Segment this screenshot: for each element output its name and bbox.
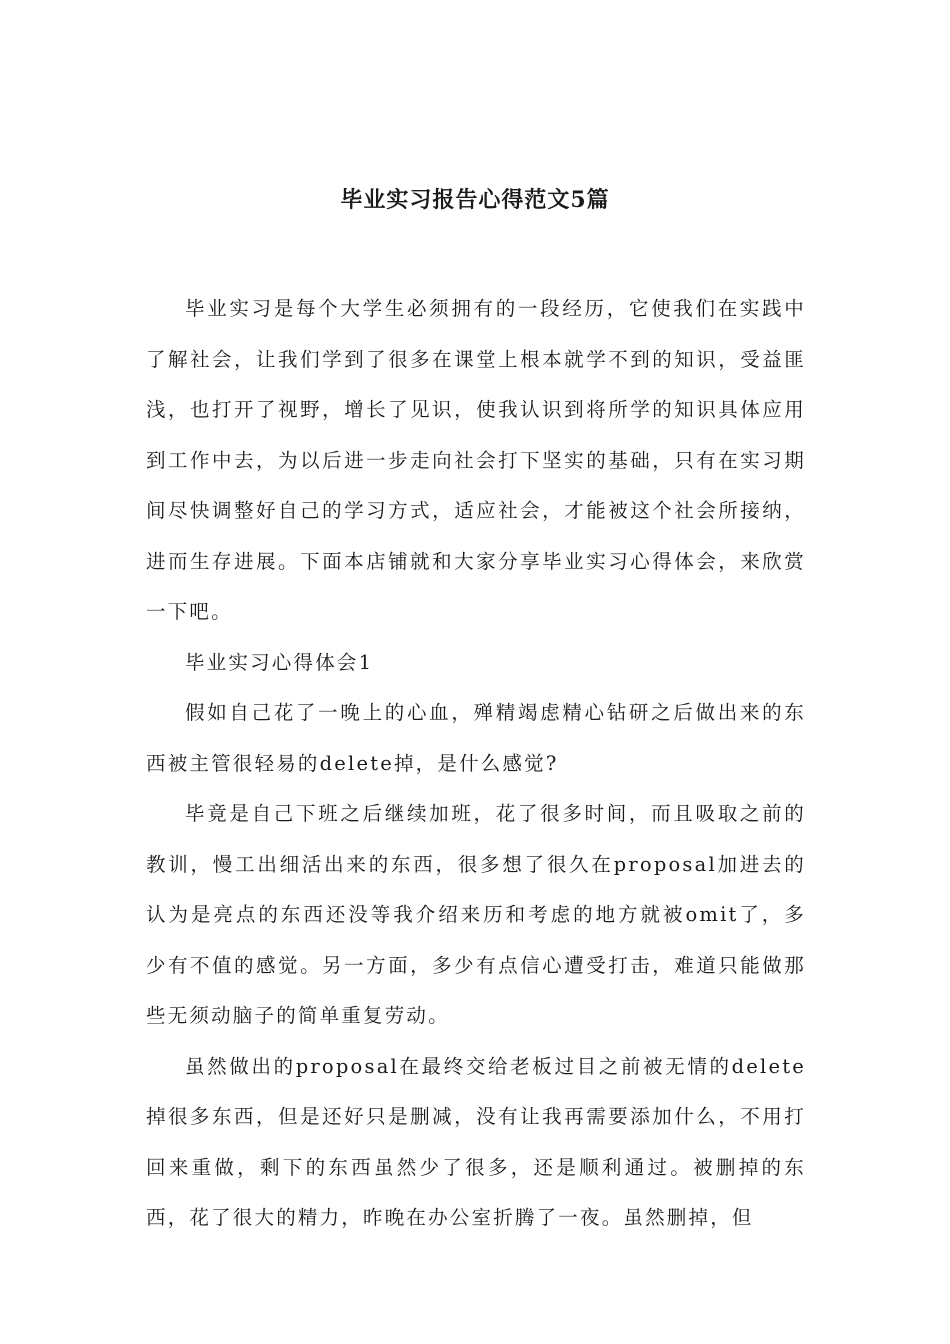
- paragraph: 毕竟是自己下班之后继续加班，花了很多时间，而且吸取之前的教训，慢工出细活出来的东西，很多想了很久在proposal加进去的认为是亮点的东西还没等我介绍来历和考虑的地方就被omit了，多少有不值的感觉。另一方面，多少有点信心遭受打击，难道只能做那些无须动脑子的简单重复劳动。: [146, 802, 806, 1027]
- document-body: [146, 284, 806, 1244]
- document-title: 毕业实习报告心得范文5篇: [340, 187, 610, 213]
- section-heading: 毕业实习心得体会1: [185, 650, 374, 674]
- paragraph: 假如自己花了一晚上的心血，殚精竭虑精心钻研之后做出来的东西被主管很轻易的delete掉，是什么感觉?: [146, 701, 806, 775]
- paragraph: 虽然做出的proposal在最终交给老板过目之前被无情的delete掉很多东西，但是还好只是删减，没有让我再需要添加什么，不用打回来重做，剩下的东西虽然少了很多，还是顺利通过。被删掉的东西，花了很大的精力，昨晚在办公室折腾了一夜。虽然删掉，但: [146, 1054, 806, 1229]
- paragraph-intro: 毕业实习是每个大学生必须拥有的一段经历，它使我们在实践中了解社会，让我们学到了很多在课堂上根本就学不到的知识，受益匪浅，也打开了视野，增长了见识，使我认识到将所学的知识具体应用到工作中去，为以后进一步走向社会打下坚实的基础，只有在实习期间尽快调整好自己的学习方式，适应社会，才能被这个社会所接纳，进而生存进展。下面本店铺就和大家分享毕业实习心得体会，来欣赏一下吧。: [146, 297, 806, 623]
